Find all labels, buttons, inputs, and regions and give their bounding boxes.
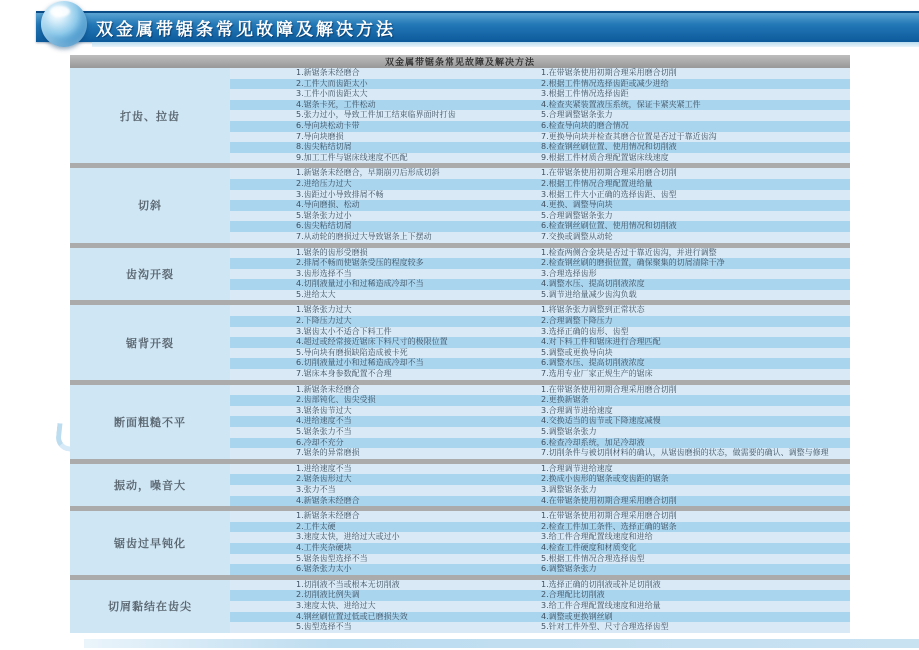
fault-rows: [230, 464, 850, 506]
solution-cell: 6.调整水压、提高切削液浓度: [541, 358, 645, 368]
fault-row: [230, 474, 850, 485]
cause-cell: 3.张力不当: [296, 484, 336, 494]
fault-category: 锯齿过早钝化: [70, 511, 230, 575]
fault-row: [230, 337, 850, 348]
cause-cell: 1.新锯条未经磨合: [296, 384, 360, 394]
title-bar-underline: [92, 42, 919, 47]
fault-row: [230, 448, 850, 459]
solution-cell: 2.检查钢丝刷的磨损位置，确保聚集的切屑清除干净: [541, 258, 725, 268]
fault-category: 振动，噪音大: [70, 464, 230, 506]
solution-cell: 5.调节进给量减少齿沟负载: [541, 289, 637, 299]
solution-cell: 2.根据工件情况选择齿距或减少进给: [541, 78, 669, 88]
solution-cell: 7.选用专业厂家正规生产的锯床: [541, 369, 653, 379]
cause-cell: 1.锯条张力过大: [296, 305, 352, 315]
cause-cell: 3.锯条齿节过大: [296, 405, 352, 415]
fault-category: 断面粗糙不平: [70, 385, 230, 459]
table-header: [70, 55, 850, 68]
cause-cell: 2.工件大而齿距太小: [296, 78, 368, 88]
fault-category: 齿沟开裂: [70, 248, 230, 301]
fault-row: [230, 232, 850, 243]
cause-cell: 7.从动轮的磨损过大导致锯条上下摆动: [296, 231, 432, 241]
solution-cell: 1.在带锯条使用初期合理采用磨合切削: [541, 511, 677, 521]
cause-cell: 5.锯条张力过小: [296, 210, 352, 220]
fault-row: [230, 358, 850, 369]
fault-row: [230, 179, 850, 190]
cause-cell: 1.新锯条未经磨合: [296, 68, 360, 77]
cause-cell: 3.锯齿太小不适合下料工件: [296, 326, 392, 336]
cause-cell: 1.切削液不当或根本无切削液: [296, 579, 400, 589]
page-title: 双金属带锯条常见故障及解决方法: [96, 20, 396, 40]
fault-section: [70, 385, 850, 459]
solution-cell: 4.调整或更换钢丝刷: [541, 611, 613, 621]
solution-cell: 6.检查冷却系统，加足冷却液: [541, 437, 645, 447]
fault-row: [230, 248, 850, 259]
fault-section: [70, 580, 850, 633]
cause-cell: 3.速度太快、进给过大: [296, 600, 376, 610]
fault-section: [70, 305, 850, 379]
cause-cell: 1.进给速度不当: [296, 463, 352, 473]
fault-row: [230, 279, 850, 290]
solution-cell: 6.调整锯条张力: [541, 564, 597, 574]
solution-cell: 5.合理调整锯条张力: [541, 210, 613, 220]
fault-row: [230, 190, 850, 201]
solution-cell: 6.检查钢丝刷位置、使用情况和切削液: [541, 221, 677, 231]
fault-row: [230, 79, 850, 90]
fault-row: [230, 100, 850, 111]
cause-cell: 6.齿尖粘结切屑: [296, 221, 352, 231]
cause-cell: 2.锯条齿形过大: [296, 474, 352, 484]
solution-cell: 1.在带锯条使用初期合理采用磨合切削: [541, 384, 677, 394]
bottom-strip-decoration: [84, 639, 919, 648]
table-sections: [70, 68, 850, 633]
solution-cell: 1.将锯条张力调整到正常状态: [541, 305, 645, 315]
fault-rows: [230, 168, 850, 242]
cause-cell: 7.导向块磨损: [296, 131, 344, 141]
fault-row: [230, 532, 850, 543]
cause-cell: 4.切削液量过小和过稀造成冷却不当: [296, 279, 424, 289]
cause-cell: 6.冷却不充分: [296, 437, 344, 447]
solution-cell: 7.交换或调整从动轮: [541, 231, 613, 241]
solution-cell: 1.在带锯条使用初期合理采用磨合切削: [541, 68, 677, 77]
fault-row: [230, 142, 850, 153]
solution-cell: 5.合理调整锯条张力: [541, 110, 613, 120]
fault-row: [230, 316, 850, 327]
solution-cell: 4.更换、调整导向块: [541, 200, 613, 210]
solution-cell: 3.根据工件情况选择齿距: [541, 89, 629, 99]
cause-cell: 5.锯条齿型选择不当: [296, 553, 368, 563]
fault-row: [230, 590, 850, 601]
cause-cell: 1.锯条的齿形受磨损: [296, 247, 368, 257]
cause-cell: 1.新锯条未经磨合，早期崩刃后形成切斜: [296, 168, 440, 178]
cause-cell: 3.齿形选择不当: [296, 268, 352, 278]
cause-cell: 4.锯条卡死，工件松动: [296, 99, 376, 109]
fault-row: [230, 427, 850, 438]
cause-cell: 6.导向块松动卡带: [296, 120, 360, 130]
solution-cell: 5.调整或更换导向块: [541, 347, 613, 357]
solution-cell: 3.合理选择齿形: [541, 268, 597, 278]
solution-cell: 5.调整锯条张力: [541, 427, 597, 436]
solution-cell: 1.在带锯条使用初期合理采用磨合切削: [541, 168, 677, 178]
solution-cell: 3.根据工件大小正确的选择齿距、齿型: [541, 189, 677, 199]
solution-cell: 3.给工件合理配置线速度和进给量: [541, 600, 661, 610]
solution-cell: 6.检查导向块的磨合情况: [541, 120, 629, 130]
fault-category: 切屑黏结在齿尖: [70, 580, 230, 633]
cause-cell: 5.导向块有磨损缺陷造成被卡死: [296, 347, 408, 357]
fault-row: [230, 496, 850, 507]
fault-row: [230, 385, 850, 396]
cause-cell: 4.导向磨损、松动: [296, 200, 360, 210]
solution-cell: 3.选择正确的齿形、齿型: [541, 326, 629, 336]
fault-row: [230, 438, 850, 449]
cause-cell: 4.新锯条未经磨合: [296, 495, 360, 505]
fault-category: 锯背开裂: [70, 305, 230, 379]
solution-cell: 2.更换新锯条: [541, 395, 589, 405]
fault-row: [230, 132, 850, 143]
cause-cell: 5.进给太大: [296, 289, 336, 299]
cause-cell: 9.加工工件与锯床线速度不匹配: [296, 152, 408, 162]
fault-row: [230, 258, 850, 269]
cause-cell: 5.锯条张力不当: [296, 427, 352, 436]
solution-cell: 2.根据工件情况合理配置进给量: [541, 178, 653, 188]
solution-cell: 3.给工件合理配置线速度和进给: [541, 532, 653, 542]
fault-row: [230, 110, 850, 121]
fault-section: [70, 464, 850, 506]
solution-cell: 4.在带锯条使用初期合理采用磨合切削: [541, 495, 677, 505]
fault-row: [230, 511, 850, 522]
fault-row: [230, 554, 850, 565]
fault-row: [230, 200, 850, 211]
fault-row: [230, 290, 850, 301]
cause-cell: 6.锯条张力太小: [296, 564, 352, 574]
fault-row: [230, 601, 850, 612]
solution-cell: 4.调整水压、提高切削液浓度: [541, 279, 645, 289]
fault-rows: [230, 511, 850, 575]
cause-cell: 8.齿尖粘结切屑: [296, 142, 352, 152]
fault-row: [230, 269, 850, 280]
fault-row: [230, 89, 850, 100]
fault-rows: [230, 305, 850, 379]
solution-cell: 3.合理调节进给速度: [541, 405, 613, 415]
cause-cell: 3.工件小而齿距太大: [296, 89, 368, 99]
solution-cell: 5.根据工件情况合理选择齿型: [541, 553, 645, 563]
fault-row: [230, 68, 850, 79]
table-title: 双金属带锯条常见故障及解决方法: [384, 58, 535, 68]
cause-cell: 2.进给压力过大: [296, 178, 352, 188]
fault-row: [230, 612, 850, 623]
fault-row: [230, 348, 850, 359]
cause-cell: 2.齿部钝化、齿尖受损: [296, 395, 376, 405]
fault-section: [70, 248, 850, 301]
cause-cell: 2.下降压力过大: [296, 316, 352, 326]
solution-cell: 3.调整锯条张力: [541, 484, 597, 494]
fault-row: [230, 305, 850, 316]
sphere-logo-icon: [41, 1, 87, 47]
solution-cell: 1.合理调节进给速度: [541, 463, 613, 473]
fault-rows: [230, 580, 850, 633]
solution-cell: 7.更换导向块并检查其磨合位置是否过于靠近齿沟: [541, 131, 717, 141]
fault-row: [230, 221, 850, 232]
fault-row: [230, 564, 850, 575]
fault-row: [230, 211, 850, 222]
fault-section: [70, 168, 850, 242]
fault-section: [70, 68, 850, 163]
cause-cell: 3.齿距过小导致排屑不畅: [296, 189, 384, 199]
solution-cell: 7.切削条件与被切削材料的确认，从锯齿磨损的状态，做需要的确认、调整与修理: [541, 448, 829, 458]
cause-cell: 4.进给速度不当: [296, 416, 352, 426]
fault-table: [70, 55, 850, 633]
cause-cell: 7.锯条的异常磨损: [296, 448, 360, 458]
cause-cell: 6.切削液量过小和过稀造成冷却不当: [296, 358, 424, 368]
cause-cell: 4.工件夹杂硬块: [296, 542, 352, 552]
fault-row: [230, 168, 850, 179]
fault-row: [230, 369, 850, 380]
solution-cell: 2.检查工件加工条件、选择正确的锯条: [541, 521, 677, 531]
solution-cell: 4.对下料工件和锯床进行合理匹配: [541, 337, 661, 347]
fault-row: [230, 464, 850, 475]
fault-row: [230, 622, 850, 633]
cause-cell: 2.排屑不畅而使锯条受压的程度较多: [296, 258, 424, 268]
fault-rows: [230, 248, 850, 301]
solution-cell: 1.检查两侧合金块是否过于靠近齿沟，并进行调整: [541, 247, 717, 257]
cause-cell: 5.张力过小，导致工件加工结束临界面时打齿: [296, 110, 456, 120]
fault-category: 切斜: [70, 168, 230, 242]
cause-cell: 2.切削液比例失调: [296, 590, 360, 600]
cause-cell: 3.速度太快，进给过大或过小: [296, 532, 400, 542]
solution-cell: 2.换成小齿形的锯条或变齿距的锯条: [541, 474, 669, 484]
fault-category: 打齿、拉齿: [70, 68, 230, 163]
fault-row: [230, 485, 850, 496]
solution-cell: 9.根据工件材质合理配置锯床线速度: [541, 152, 669, 162]
solution-cell: 4.检查工件硬度和材质变化: [541, 542, 637, 552]
fault-row: [230, 522, 850, 533]
solution-cell: 8.检查钢丝刷位置、使用情况和切削液: [541, 142, 677, 152]
fault-row: [230, 153, 850, 164]
cause-cell: 4.钢丝刷位置过低或已磨损失效: [296, 611, 408, 621]
fault-rows: [230, 68, 850, 163]
cause-cell: 2.工件太硬: [296, 521, 336, 531]
fault-row: [230, 580, 850, 591]
solution-cell: 4.检查夹紧装置液压系统，保证卡紧夹紧工件: [541, 99, 701, 109]
fault-row: [230, 406, 850, 417]
solution-cell: 2.合理调整下降压力: [541, 316, 613, 326]
solution-cell: 5.针对工件外型、尺寸合理选择齿型: [541, 622, 669, 632]
solution-cell: 4.交换适当的齿节或下降速度减慢: [541, 416, 661, 426]
fault-rows: [230, 385, 850, 459]
fault-row: [230, 327, 850, 338]
solution-cell: 1.选择正确的切削液或补足切削液: [541, 579, 661, 589]
cause-cell: 1.新锯条未经磨合: [296, 511, 360, 521]
fault-row: [230, 395, 850, 406]
cause-cell: 7.锯床本身参数配置不合理: [296, 369, 392, 379]
fault-section: [70, 511, 850, 575]
solution-cell: 2.合理配比切削液: [541, 590, 605, 600]
cause-cell: 5.齿型选择不当: [296, 622, 352, 632]
fault-row: [230, 416, 850, 427]
cause-cell: 4.超过或经常接近锯床下料尺寸的极限位置: [296, 337, 448, 347]
fault-row: [230, 543, 850, 554]
fault-row: [230, 121, 850, 132]
